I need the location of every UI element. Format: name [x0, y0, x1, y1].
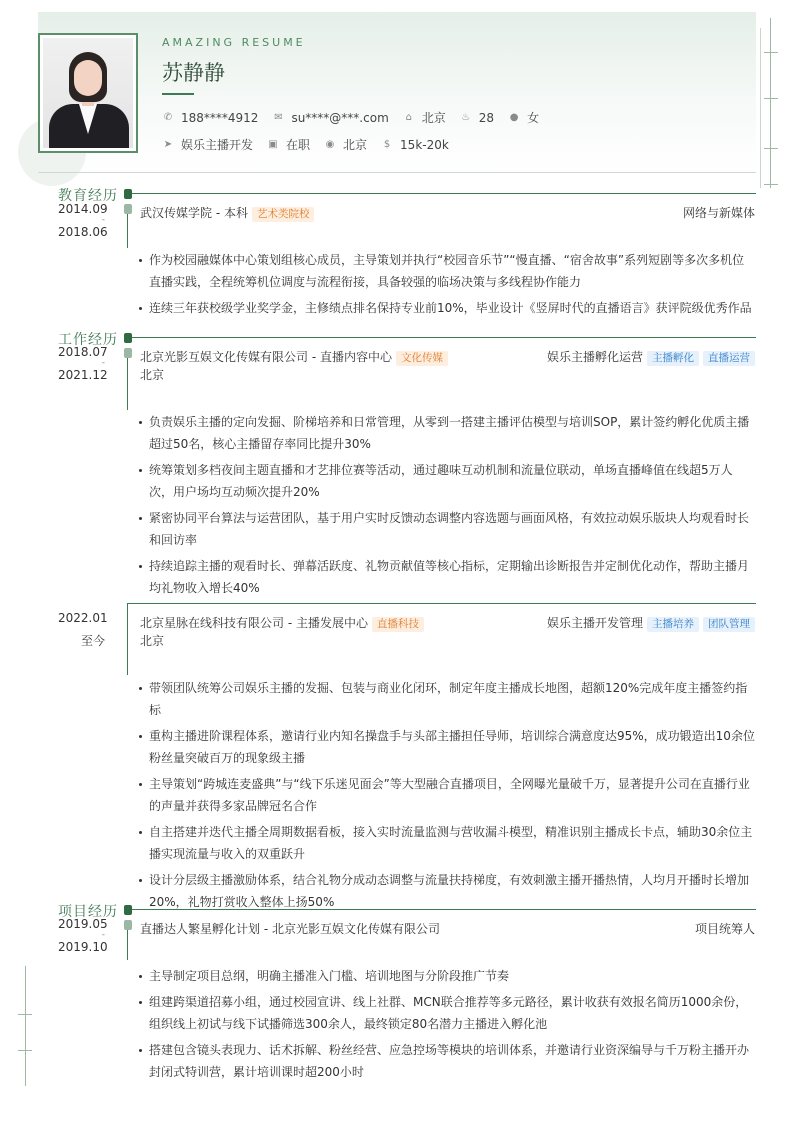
decor-tick: [764, 148, 778, 149]
salary-value: 15k-20k: [400, 137, 449, 152]
list-item: 带领团队统筹公司娱乐主播的发掘、包装与商业化闭环，制定年度主播成长地图，超额120%完成年度主播签约指标: [138, 677, 756, 721]
work2-skill-tag: 主播培养: [647, 617, 699, 632]
education-start: 2014.09: [58, 202, 108, 216]
work1-location: 北京: [140, 368, 165, 382]
section-marker: [124, 189, 132, 199]
date-separator: -: [101, 358, 105, 368]
section-rule: [132, 909, 756, 910]
decor-rail-right: [770, 18, 771, 188]
list-item: 主导制定项目总纲，明确主播准入门槛、培训地图与分阶段推广节奏: [138, 965, 756, 987]
entry-timeline: [127, 214, 128, 248]
work1-industry-tag: 文化传媒: [396, 351, 448, 366]
city-value: 北京: [421, 111, 446, 125]
list-item: 主导策划“跨城连麦盛典”与“线下乐迷见面会”等大型融合直播项目，全网曝光量破千万，显著提升公司在直播行业的声量并获得多家品牌冠名合作: [138, 773, 756, 817]
phone-icon: ✆: [163, 112, 173, 123]
entry-timeline: [127, 358, 128, 410]
list-item: 组建跨渠道招募小组，通过校园宣讲、线上社群、MCN联合推荐等多元路径，累计收获有效报名简历1000余份，组织线上初试与线下试播筛选300余人，最终锁定80名潜力主播进入孵化池: [138, 991, 756, 1035]
entry-timeline: [127, 930, 128, 960]
target-job-value: 娱乐主播开发: [181, 138, 254, 152]
decor-tick: [18, 1050, 32, 1051]
list-item: 重构主播进阶课程体系，邀请行业内知名操盘手与头部主播担任导师，培训综合满意度达95%，成功锻造出10余位粉丝量突破百万的现象级主播: [138, 725, 756, 769]
date-separator: -: [101, 215, 105, 225]
project-name: 直播达人繁星孵化计划 - 北京光影互娱文化传媒有限公司: [140, 922, 440, 936]
list-item: 统筹策划多档夜间主题直播和才艺排位赛等活动，通过趣味互动机制和流量位联动，单场直播峰值在线超5万人次，用户场均互动频次提升20%: [138, 459, 756, 503]
work2-location: 北京: [140, 634, 165, 648]
basic-info-row: [162, 109, 553, 126]
section-marker: [124, 905, 132, 915]
decor-tick: [764, 184, 778, 185]
project-start: 2019.05: [58, 917, 108, 931]
entry-rule: [127, 603, 756, 604]
list-item: 自主搭建并迭代主播全周期数据看板，接入实时流量监测与营收漏斗模型，精准识别主播成长卡点，辅助30余位主播实现流量与收入的双重跃升: [138, 821, 756, 865]
mail-icon: ✉: [274, 112, 283, 123]
email-value: su****@***.com: [291, 110, 389, 125]
list-item: 紧密协同平台算法与运营团队，基于用户实时反馈动态调整内容选题与画面风格，有效拉动娱乐版块人均观看时长和回访率: [138, 507, 756, 551]
work2-dates: [58, 611, 108, 648]
send-icon: ➤: [163, 139, 173, 150]
briefcase-icon: ▣: [268, 139, 278, 150]
education-bullets: [138, 249, 756, 323]
gender-icon: ●: [509, 112, 519, 123]
avatar-face: [74, 60, 102, 96]
work2-company: 北京星脉在线科技有限公司 - 主播发展中心: [140, 616, 368, 630]
project-end: 2019.10: [58, 940, 108, 954]
work2-bullets: [138, 677, 756, 917]
header-divider: [38, 172, 756, 173]
section-marker: [124, 333, 132, 343]
work2-industry-tag: 直播科技: [372, 617, 424, 632]
work1-skill-tag: 主播孵化: [647, 351, 699, 366]
target-city-value: 北京: [343, 138, 368, 152]
candidate-name: 苏静静: [162, 61, 225, 85]
entry-marker: [124, 204, 132, 214]
section-title-work: 工作经历: [58, 332, 118, 348]
name-underline: [162, 93, 194, 95]
decor-tick: [18, 1014, 32, 1015]
date-separator: -: [101, 930, 105, 940]
resume-tagline: AMAZING RESUME: [162, 36, 306, 49]
list-item: 搭建包含镜头表现力、话术拆解、粉丝经营、应急控场等模块的培训体系，并邀请行业资深编导与千万粉主播开办封闭式特训营，累计培训课时超200小时: [138, 1039, 756, 1083]
project-bullets: [138, 965, 756, 1087]
decor-tick: [764, 98, 778, 99]
list-item: 连续三年获校级学业奖学金，主修绩点排名保持专业前10%，毕业设计《竖屏时代的直播语言》获评院级优秀作品: [138, 297, 756, 319]
money-icon: $: [383, 139, 391, 150]
major-name: 网络与新媒体: [682, 206, 755, 220]
status-value: 在职: [286, 138, 311, 152]
section-rule: [132, 193, 756, 194]
date-separator: [58, 625, 105, 634]
list-item: 设计分层级主播激励体系，结合礼物分成动态调整与流量扶持梯度，有效刺激主播开播热情，人均月开播时长增加20%，礼物打赏收入整体上扬50%: [138, 869, 756, 913]
decor-tick: [764, 52, 778, 53]
project-dates: [58, 917, 108, 954]
work1-company: 北京光影互娱文化传媒有限公司 - 直播内容中心: [140, 350, 392, 364]
phone-value: 188****4912: [181, 110, 259, 125]
education-dates: [58, 202, 108, 239]
work2-position: 娱乐主播开发管理: [546, 616, 643, 630]
decor-rail-left: [25, 966, 26, 1086]
section-title-education: 教育经历: [58, 188, 118, 204]
home-icon: ⌂: [405, 112, 412, 123]
work1-dates: [58, 345, 108, 382]
section-title-project: 项目经历: [58, 904, 118, 920]
entry-timeline: [127, 603, 128, 675]
age-value: 28: [478, 110, 495, 125]
work1-end: 2021.12: [58, 368, 108, 382]
work1-start: 2018.07: [58, 345, 108, 359]
decor-rail-right-inner: [760, 28, 761, 188]
education-end: 2018.06: [58, 225, 108, 239]
school-tag: 艺术类院校: [252, 207, 315, 222]
list-item: 作为校园融媒体中心策划组核心成员，主导策划并执行“校园音乐节”“慢直播、“宿舍故事”系列短剧等多次多机位直播实践，全程统筹机位调度与流程衔接，具备较强的临场决策与多线程协作能力: [138, 249, 756, 293]
section-rule: [132, 337, 756, 338]
gender-value: 女: [527, 111, 540, 125]
work1-position: 娱乐主播孵化运营: [546, 350, 643, 364]
profile-photo: [38, 33, 138, 153]
entry-marker: [124, 348, 132, 358]
project-role: 项目统筹人: [694, 922, 755, 936]
work1-skill-tag: 直播运营: [703, 351, 755, 366]
location-icon: ◉: [325, 139, 335, 150]
school-name: 武汉传媒学院 - 本科: [140, 206, 248, 220]
list-item: 负责娱乐主播的定向发掘、阶梯培养和日常管理，从零到一搭建主播评估模型与培训SOP，累计签约孵化优质主播超过50名，核心主播留存率同比提升30%: [138, 411, 756, 455]
entry-marker: [124, 920, 132, 930]
work2-end: 至今: [80, 634, 105, 648]
work2-skill-tag: 团队管理: [703, 617, 755, 632]
avatar: [43, 38, 133, 148]
work1-bullets: [138, 411, 756, 603]
work2-start: 2022.01: [58, 611, 108, 625]
list-item: 持续追踪主播的观看时长、弹幕活跃度、礼物贡献值等核心指标，定期输出诊断报告并定制优化动作，帮助主播月均礼物收入增长40%: [138, 555, 756, 599]
job-intent-row: [162, 136, 463, 153]
cake-icon: ♨: [461, 112, 471, 123]
